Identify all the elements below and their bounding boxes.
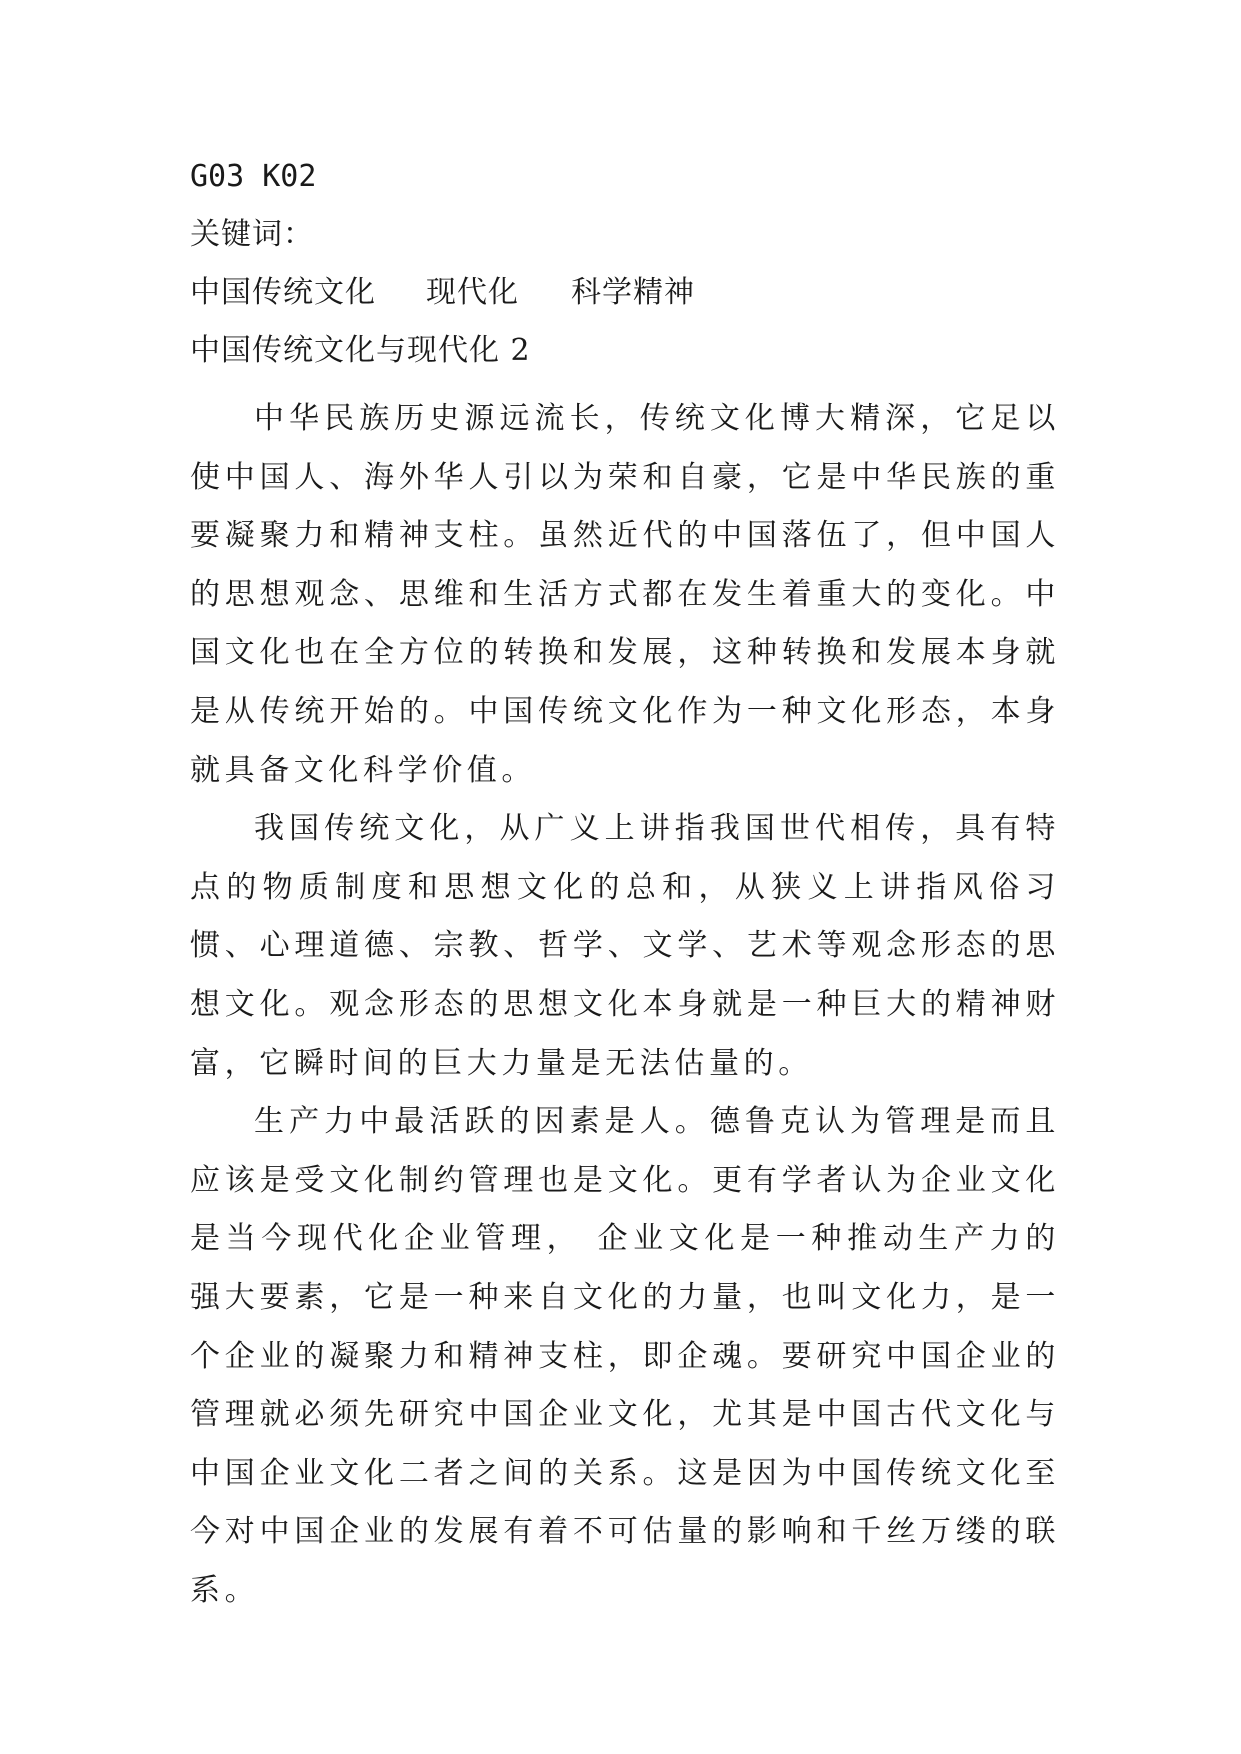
keywords-row	[190, 274, 1060, 312]
keyword-3: 科学精神	[571, 275, 695, 310]
keyword-1: 中国传统文化	[190, 275, 376, 310]
body-paragraph-2: 我国传统文化，从广义上讲指我国世代相传，具有特点的物质制度和思想文化的总和，从狭义上讲指风俗习惯、心理道德、宗教、哲学、文学、艺术等观念形态的思想文化。观念形态的思想文化本身就是一种巨大的精神财富，它瞬时间的巨大力量是无法估量的。	[190, 811, 1060, 1081]
body-paragraph-1: 中华民族历史源远流长，传统文化博大精深，它足以使中国人、海外华人引以为荣和自豪，它是中华民族的重要凝聚力和精神支柱。虽然近代的中国落伍了，但中国人的思想观念、思维和生活方式都在发生着重大的变化。中国文化也在全方位的转换和发展，这种转换和发展本身就是从传统开始的。中国传统文化作为一种文化形态，本身就具备文化科学价值。	[190, 401, 1060, 788]
document-page	[190, 158, 1060, 1620]
header-code: G03 K02	[190, 159, 317, 194]
keyword-2: 现代化	[426, 275, 519, 310]
section-title: 中国传统文化与现代化 2	[190, 333, 531, 368]
keywords-label: 关键词：	[190, 217, 314, 252]
body-paragraph-3: 生产力中最活跃的因素是人。德鲁克认为管理是而且应该是受文化制约管理也是文化。更有学者认为企业文化是当今现代化企业管理， 企业文化是一种推动生产力的强大要素，它是一种来自文化的力量，也叫文化力，是一个企业的凝聚力和精神支柱，即企魂。要研究中国企业的管理就必须先研究中国企业文化，尤其是中国古代文化与中国企业文化二者之间的关系。这是因为中国传统文化至今对中国企业的发展有着不可估量的影响和千丝万缕的联系。	[190, 1104, 1060, 1608]
